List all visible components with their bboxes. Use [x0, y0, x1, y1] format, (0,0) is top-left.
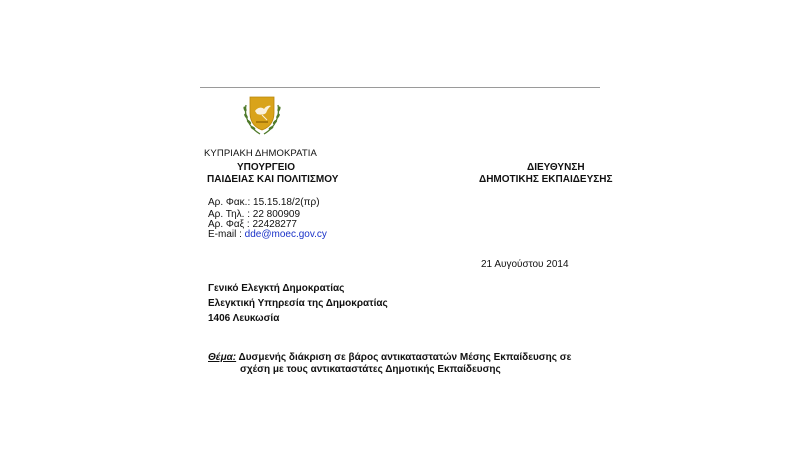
fax-number: Αρ. Φαξ : 22428277: [208, 219, 297, 230]
cyprus-coat-of-arms-icon: [240, 91, 284, 137]
letter-date: 21 Αυγούστου 2014: [481, 259, 569, 270]
email-line: [208, 229, 327, 240]
subject-line1: [208, 352, 571, 363]
directorate-title-line2: ΔΗΜΟΤΙΚΗΣ ΕΚΠΑΙΔΕΥΣΗΣ: [479, 174, 613, 185]
subject-label: Θέμα:: [208, 352, 237, 363]
email-label: E-mail :: [208, 229, 245, 240]
recipient-line2: Ελεγκτική Υπηρεσία της Δημοκρατίας: [208, 298, 388, 309]
recipient-line3: 1406 Λευκωσία: [208, 313, 280, 324]
header-divider: [200, 87, 600, 88]
directorate-title-line1: ΔΙΕΥΘΥΝΣΗ: [527, 162, 585, 173]
ministry-title-line1: ΥΠΟΥΡΓΕΙΟ: [237, 162, 295, 173]
ministry-title-line2: ΠΑΙΔΕΙΑΣ ΚΑΙ ΠΟΛΙΤΙΣΜΟΥ: [207, 174, 339, 185]
republic-label: ΚΥΠΡΙΑΚΗ ΔΗΜΟΚΡΑΤΙΑ: [204, 148, 317, 159]
subject-text-line2: σχέση με τους αντικαταστάτες Δημοτικής Εκπαίδευσης: [240, 364, 501, 375]
subject-text-line1: Δυσμενής διάκριση σε βάρος αντικαταστατών Μέσης Εκπαίδευσης σε: [236, 352, 572, 363]
recipient-line1: Γενικό Ελεγκτή Δημοκρατίας: [208, 283, 345, 294]
phone-number: Αρ. Τηλ. : 22 800909: [208, 209, 301, 220]
file-number: Αρ. Φακ.: 15.15.18/2(πρ): [208, 197, 320, 208]
email-link[interactable]: dde@moec.gov.cy: [244, 229, 327, 240]
